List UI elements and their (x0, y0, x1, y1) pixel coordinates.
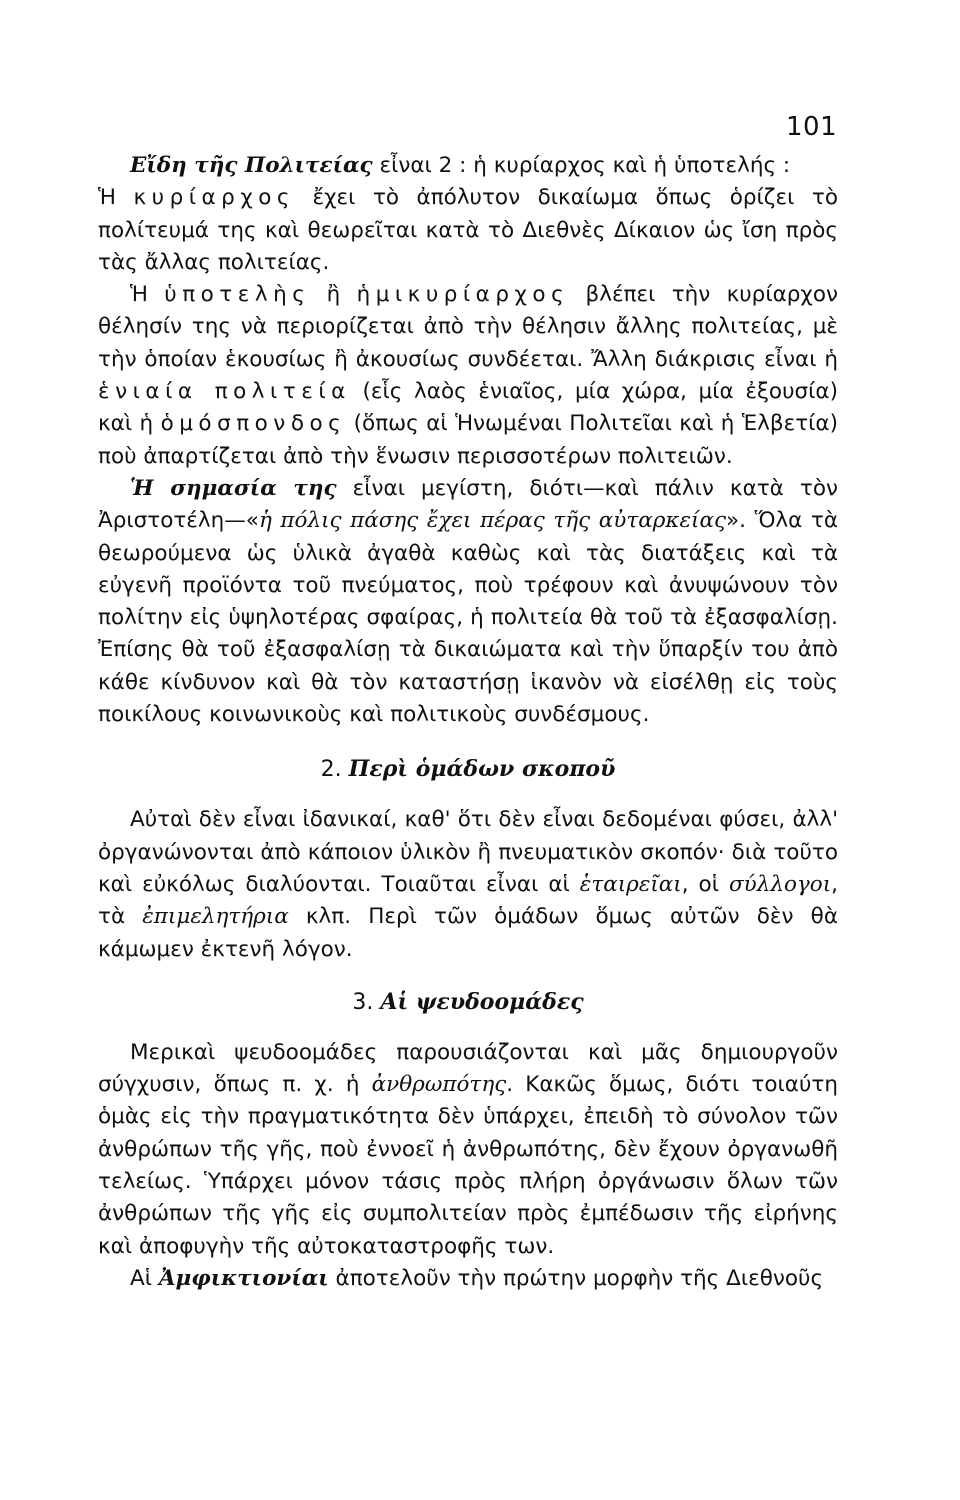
text-run: Αἱ (130, 1265, 159, 1291)
text-run: ἔχει τὸ ἀπόλυτον δικαίωμα ὅπως ὁρίζει τὸ πολίτευμά της καὶ θεωρεῖται κατὰ τὸ Διεθνὲς Δίκαιον ὡς ἴση πρὸς τὰς ἄλλας πολιτείας. (98, 185, 838, 275)
section-heading-purpose-groups (98, 753, 838, 786)
paragraph-amphictyonies (98, 1263, 838, 1295)
heading-title: Αἱ ψευδοομάδες (380, 988, 584, 1015)
text-run: εἶναι 2 : ἡ κυρίαρχος καὶ ἡ ὑποτελής : (372, 153, 791, 178)
term-semi-sovereign: ἡμικυρίαρχος (356, 282, 570, 308)
page-number: 101 (786, 112, 838, 142)
text-run: (εἷς λαὸς ἑνιαῖος, μία χώρα, μία ἐξουσία) καὶ ἡ (98, 379, 838, 437)
term-associations: σύλλογοι (728, 871, 832, 897)
text-run: ». Ὅλα τὰ θεωρούμενα ὡς ὑλικὰ ἀγαθὰ καθὼς καὶ τὰς διατάξεις καὶ τὰ εὐγενῆ προϊόντα τοῦ πνεύματος, ποὺ τρέφουν καὶ ἀνυψώνουν τὸν πολίτην εἰς ὑψηλοτέρας σφαίρας, ἡ πολιτεία θὰ τοῦ τὰ ἐξασφαλίσῃ. Ἐπίσης θὰ τοῦ ἐξασφαλίσῃ τὰ δικαιώματα καὶ τὴν ὕπαρξίν του ἀπὸ κάθε κίνδυνον καὶ θὰ τὸν καταστήσῃ ἱκανὸν νὰ εἰσέλθῃ εἰς τοὺς ποικίλους κοινωνικοὺς καὶ πολιτικοὺς συνδέσμους. (98, 508, 838, 728)
term-federal: ὁμόσπονδος (160, 411, 347, 437)
run-in-title-significance: Ἡ σημασία της (130, 475, 337, 501)
paragraph-significance (98, 473, 838, 731)
paragraph-pseudo-groups (98, 1037, 838, 1263)
quote-aristotle: ἡ πόλις πάσης ἔχει πέρας τῆς αὐταρκείας (258, 508, 727, 534)
section-heading-pseudo-groups (98, 986, 838, 1019)
term-subordinate: ὑποτελὴς (164, 282, 311, 308)
page-body (98, 150, 838, 1295)
heading-number: 2. (320, 757, 349, 783)
run-in-title-types: Εἴδη τῆς Πολιτείας (130, 153, 373, 178)
text-run: , τὰ (98, 871, 838, 930)
text-run: (ὅπως αἱ Ἡνωμέναι Πολιτεῖαι καὶ ἡ Ἑλβετία) ποὺ ἀπαρτίζεται ἀπὸ τὴν ἕνωσιν περισσοτέρων πολιτειῶν. (98, 411, 838, 469)
text-run: ἢ (310, 282, 357, 308)
text-run: εἶναι μεγίστη, διότι—καὶ πάλιν κατὰ τὸν Ἀριστοτέλη—« (98, 475, 838, 534)
text-run: , οἱ (681, 871, 729, 897)
text-run: Μερικαὶ ψευδοομάδες παρουσιάζονται καὶ μᾶς δημιουργοῦν σύγχυσιν, ὅπως π. χ. ἡ (98, 1039, 838, 1098)
text-run: βλέπει τὴν κυρίαρχον θέλησίν της νὰ περιορίζεται ἀπὸ τὴν θέλησιν ἄλλης πολιτείας, μὲ τὴν ὁποίαν ἑκουσίως ἢ ἀκουσίως συνδέεται. Ἄλλη διάκρισις εἶναι ἡ (98, 282, 839, 372)
paragraph-types-of-state (98, 150, 838, 279)
text-run: . Κακῶς ὅμως, διότι τοιαύτη ὁμὰς εἰς τὴν πραγματικότητα δὲν ὑπάρχει, ἐπειδὴ τὸ σύνολον τῶν ἀνθρώπων τῆς γῆς, ποὺ ἐννοεῖ ἡ ἀνθρωπότης, δὲν ἔχουν ὀργανωθῆ τελείως. Ὑπάρχει μόνον τάσις πρὸς πλήρη ὀργάνωσιν ὅλων τῶν ἀνθρώπων τῆς γῆς εἰς συμπολιτείαν πρὸς ἐμπέδωσιν τῆς εἰρήνης καὶ ἀποφυγὴν τῆς αὐτοκαταστροφῆς των. (98, 1072, 838, 1259)
term-humanity: ἀνθρωπότης (371, 1072, 507, 1098)
heading-title: Περὶ ὁμάδων σκοποῦ (348, 756, 616, 783)
term-companies: ἑταιρεῖαι (579, 871, 682, 897)
term-sovereign: κυρίαρχος (133, 185, 296, 211)
term-chambers: ἐπιμελητήρια (142, 904, 289, 930)
heading-number: 3. (352, 989, 381, 1015)
text-run: Ἡ (130, 282, 165, 308)
text-run: κλπ. Περὶ τῶν ὁμάδων ὅμως αὐτῶν δὲν θὰ κάμωμεν ἐκτενῆ λόγον. (98, 904, 839, 962)
term-amphictyonies: Ἀμφικτιονίαι (158, 1265, 329, 1291)
term-unitary-state: ἑνιαία πολιτεία (98, 379, 351, 405)
paragraph-subordinate-state (98, 279, 838, 473)
text-run: ἀποτελοῦν τὴν πρώτην μορφὴν τῆς Διεθνοῦς (328, 1265, 824, 1291)
paragraph-purpose-groups (98, 804, 838, 965)
text-run: Ἡ (98, 185, 134, 211)
text-run: Αὐταὶ δὲν εἶναι ἰδανικαί, καθ' ὅτι δὲν εἶναι δεδομέναι φύσει, ἀλλ' ὀργανώνονται ἀπὸ κάποιον ὑλικὸν ἢ πνευματικὸν σκοπόν· διὰ τοῦτο καὶ εὐκόλως διαλύονται. Τοιαῦται εἶναι αἱ (98, 807, 838, 897)
